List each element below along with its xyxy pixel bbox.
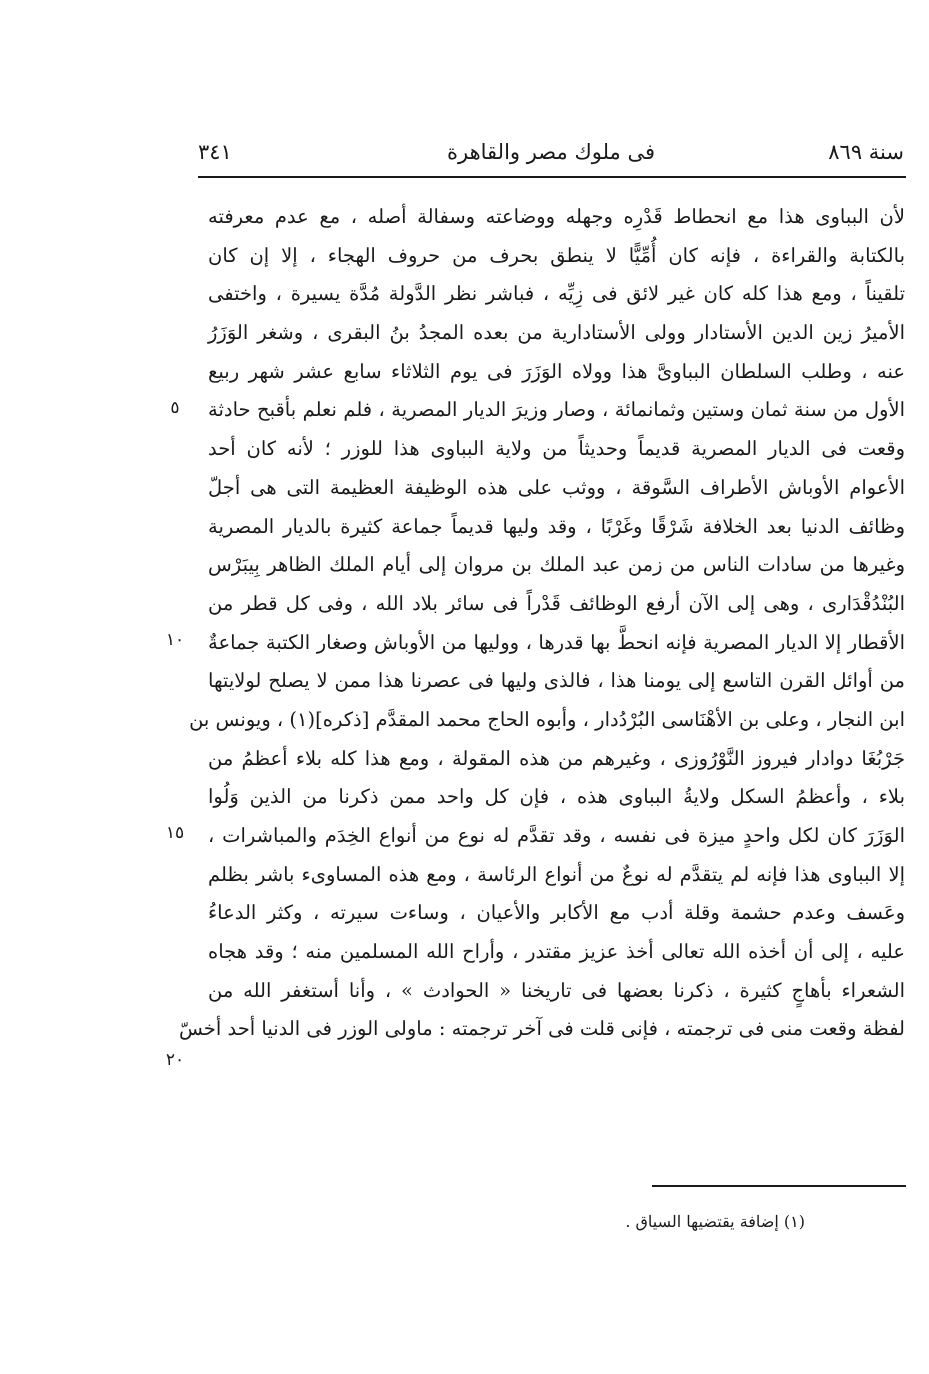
header-rule (198, 176, 906, 178)
text-line: وعَسف وعدم حشمة وقلة أدب مع الأكابر والأعيان ، وساءت سيرته ، وكثر الدعاءُ (208, 901, 905, 925)
text-line: البُنْدُقْدَارى ، وهى إلى الآن أرفع الوظائف قَدْراً فى سائر بلاد الله ، وفى كل قطر من (208, 591, 905, 615)
text-line: جَرْبُغَا دوادار فيروز النَّوْرُوزى ، وغيرهم من هذه المقولة ، ومع هذا كله بلاء أعظمُ من (208, 746, 905, 770)
text-line: إلا البباوى هذا فإنه لم يتقدَّم له نوعٌ من أنواع الرئاسة ، ومع هذه المساوىء باشر بظلم (208, 862, 905, 886)
header-year: سنة ٨٦٩ (828, 140, 904, 164)
line-number-20: ٢٠ (165, 1050, 185, 1070)
text-line: الأول من سنة ثمان وستين وثمانمائة ، وصار وزيرَ الديار المصرية ، فلم نعلم بأقبح حادثة (208, 398, 905, 422)
text-line: وظائف الدنيا بعد الخلافة شَرْقًا وغَرْبًا ، وقد وليها قديماً جماعة كثيرة بالديار المصرية (208, 514, 905, 538)
running-head (198, 140, 904, 172)
line-number-10: ١٠ (165, 630, 185, 650)
text-line: الأميرُ زين الدين الأستادار وولى الأستادارية من بعده المجدُ بنُ البقرى ، وشغر الوَزَرُ (208, 321, 905, 345)
page-number: ٣٤١ (198, 140, 232, 164)
header-title: فى ملوك مصر والقاهرة (446, 140, 656, 164)
text-line: وغيرها من سادات الناس من زمن عبد الملك بن مروان إلى أيام الملك الظاهر بِيبَرْس (208, 553, 905, 577)
footnote: (١) إضافة يقتضيها السياق . (625, 1212, 805, 1231)
text-line: لفظة وقعت منى فى ترجمته ، فإنى قلت فى آخر ترجمته : ماولى الوزر فى الدنيا أحد أخسّ (178, 1017, 905, 1041)
text-line: الأعوام الأوباش الأطراف السَّوقة ، ووثب على هذه الوظيفة العظيمة التى هى أجلّ (208, 475, 905, 499)
body-text (178, 198, 905, 1049)
text-line: عليه ، إلى أن أخذه الله تعالى أخذ عزيز مقتدر ، وأراح الله المسلمين منه ؛ وقد هجاه (208, 940, 905, 964)
text-line: ابن النجار ، وعلى بن الأهْنَاسى البُرْدُدار ، وأبوه الحاج محمد المقدَّم [ذكره](١) ، ويونس بن (189, 707, 905, 731)
line-number-5: ٥ (170, 398, 180, 418)
text-line: عنه ، وطلب السلطان البباوىَّ هذا وولاه الوَزَرَ فى يوم الثلاثاء سابع عشر شهر ربيع (208, 359, 905, 383)
text-line: بالكتابة والقراءة ، فإنه كان أُمِّيًّا لا ينطق بحرف من حروف الهجاء ، إلا إن كان (208, 243, 905, 267)
text-line: من أوائل القرن التاسع إلى يومنا هذا ، فالذى وليها فى عصرنا هذا ممن لا يصلح لولايتها (208, 669, 905, 693)
text-line: وقعت فى الديار المصرية قديماً وحديثاً من ولاية البباوى هذا للوزر ؛ لأنه كان أحد (208, 437, 905, 461)
text-line: الأقطار إلا الديار المصرية فإنه انحطَّ بها قدرها ، ووليها من الأوباش وصغار الكتبة جماعةٌ (208, 630, 905, 654)
line-number-15: ١٥ (165, 823, 185, 843)
text-line: بلاء ، وأعظمُ السكل ولايةُ البباوى هذه ، فإن كل واحد ممن ذكرنا من الذين وَلُوا (208, 785, 905, 809)
text-line: تلقيناً ، ومع هذا كله كان غير لائق فى زِيِّه ، فباشر نظر الدَّولة مُدَّة يسيرة ، واختفى (208, 282, 905, 306)
text-line: الشعراء بأهاجٍ كثيرة ، ذكرنا بعضها فى تاريخنا « الحوادث » ، وأنا أستغفر الله من (208, 978, 905, 1002)
text-line: لأن البباوى هذا مع انحطاط قَدْرِه وجهله ووضاعته وسفالة أصله ، مع عدم معرفته (208, 205, 905, 228)
text-line: الوَزَرَ كان لكل واحدٍ ميزة فى نفسه ، وقد تقدَّم له نوع من أنواع الخِدَم والمباشرات ، (208, 824, 905, 847)
footnote-rule (652, 1185, 906, 1187)
